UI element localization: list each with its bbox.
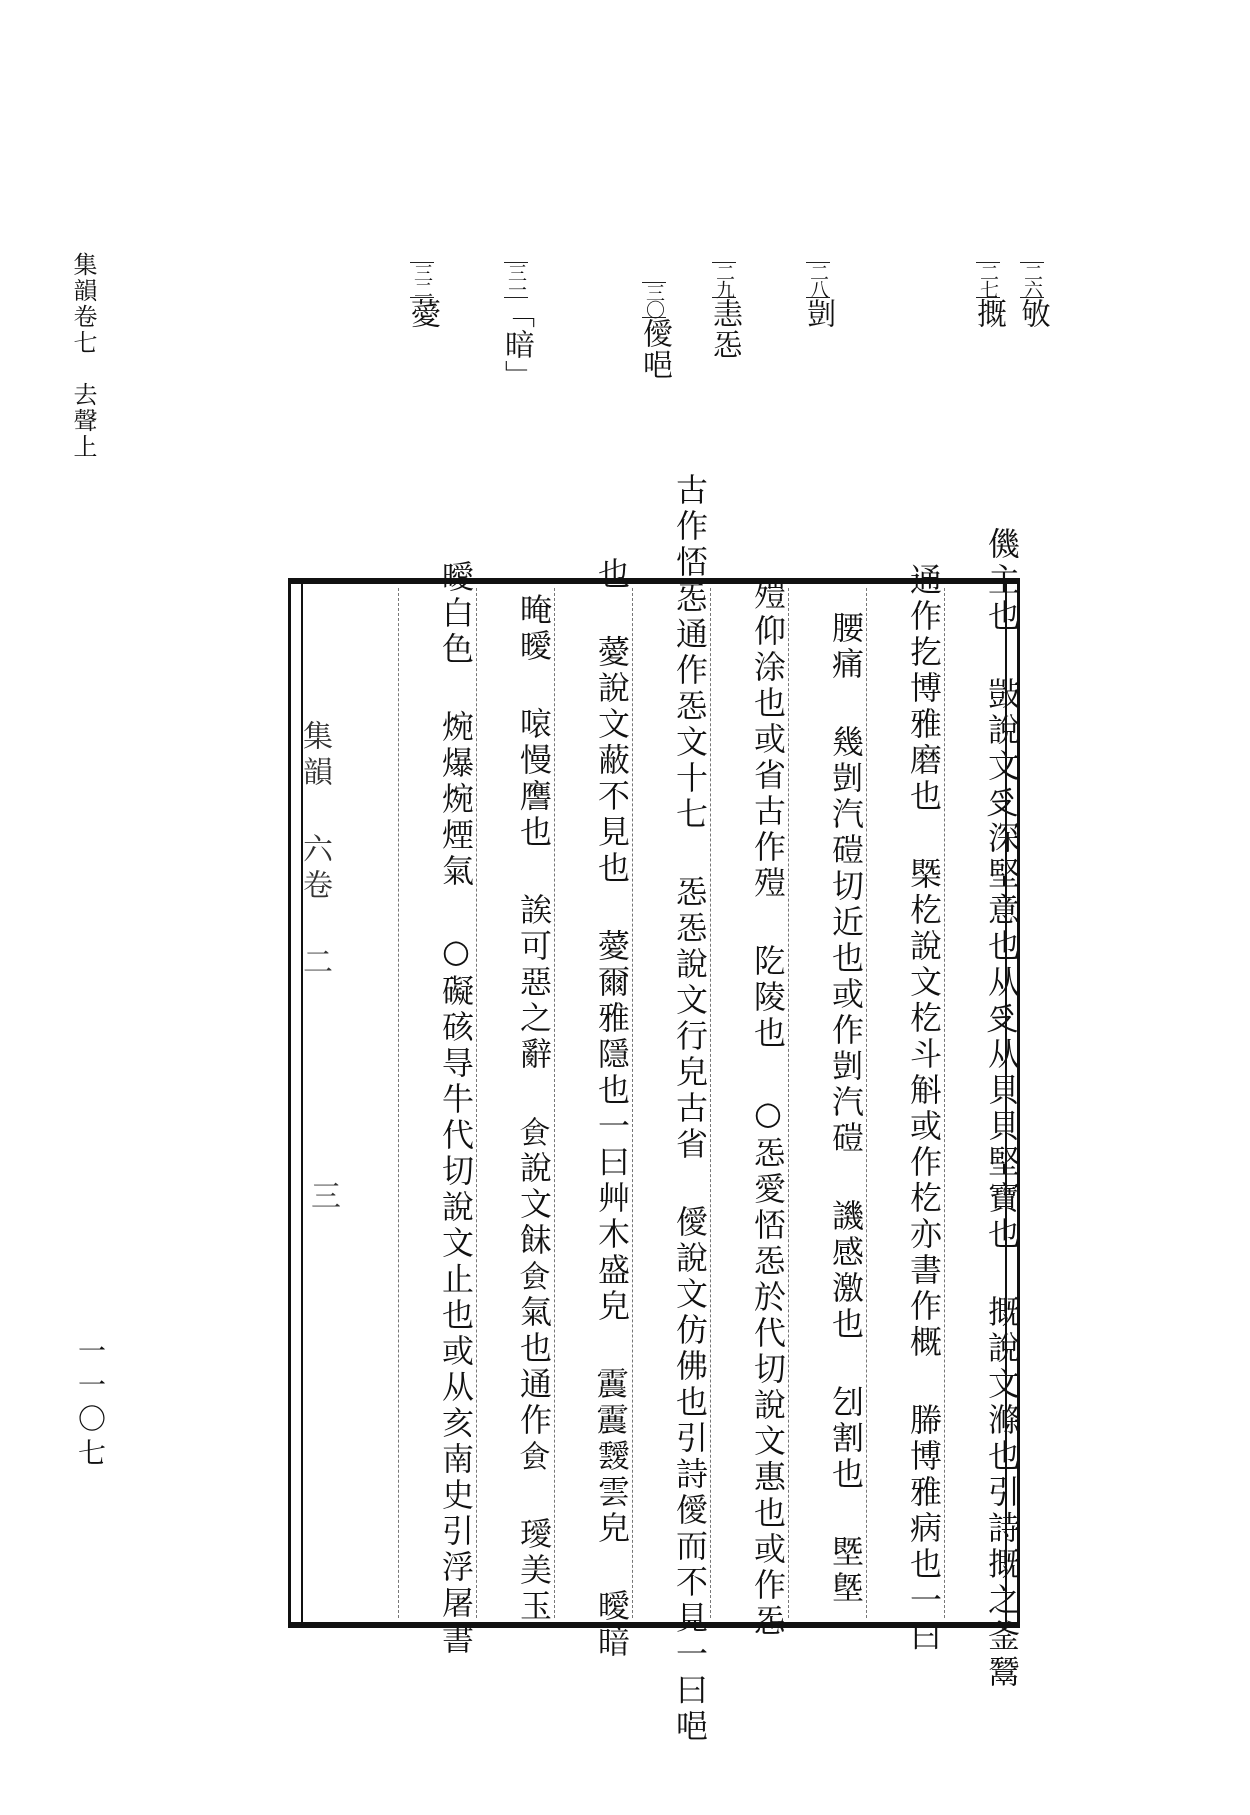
note-index: 二八: [807, 263, 829, 297]
text-column-7: 晻曖 㗒慢譍也 誒可惡之辭 𩚀說文䬴𩚀氣也通作𩚀 璦美玉: [515, 593, 553, 1625]
note-index: 三〇: [643, 283, 665, 317]
note-index: 三二: [411, 263, 433, 297]
text-column-3: 腰痛 幾剴汽磑切近也或作剴汽磑 譏感激也 刉割也 塈墍: [827, 611, 865, 1607]
note-text: 摡: [971, 298, 1006, 329]
text-column-1: 僟主也 敱說文𠬪深堅意也从𠬪从貝貝堅寶也 摡說文滌也引詩摡之釜鬵: [983, 527, 1021, 1691]
fold-number: 三: [305, 1180, 340, 1210]
note-text: 「暗」: [499, 298, 534, 391]
tone-section: 去聲上: [69, 382, 97, 460]
column-rule: [398, 588, 399, 1618]
note-29: [702, 262, 746, 360]
note-32: [400, 262, 444, 329]
note-text: 僾唈: [637, 318, 672, 380]
note-text: 薆: [405, 298, 440, 329]
note-26: [1010, 262, 1054, 329]
page-number: 一一〇七: [74, 1336, 107, 1472]
running-head: [66, 252, 101, 460]
note-index: 三一: [505, 263, 527, 297]
note-31: [494, 262, 538, 391]
text-column-5: 古作㤳㤅通作㤅文十七 㤅㤅說文行皃古省 僾說文仿佛也引詩僾而不見一曰唈: [671, 473, 709, 1745]
note-index: 二七: [977, 263, 999, 297]
note-30: [632, 282, 676, 380]
note-28: [796, 262, 840, 329]
text-column-8: 曖白色 焥爆焥煙氣 ○礙硋㝵牛代切說文止也或从亥南史引浮屠書: [437, 560, 475, 1658]
text-frame: [288, 473, 1021, 1745]
text-column-6: 也 薆說文蔽不見也 薆爾雅隱也一曰艸木盛皃 𩅽𩅽靉雲皃 曖暗: [593, 557, 631, 1661]
book-title: 集韻卷七: [69, 252, 97, 356]
text-column-4: 㱯仰涂也或省古作㱯 阣陵也 ○㤅愛㤳㤅於代切說文惠也或作㤅: [749, 578, 787, 1640]
note-index: 二六: [1021, 263, 1043, 297]
note-index: 二九: [713, 263, 735, 297]
fold-label: 集韻 六卷 二: [297, 720, 332, 982]
note-27: [966, 262, 1010, 329]
text-column-2: 通作扢博雅磨也 槩杚說文杚斗斛或作杚亦書作概 㬺博雅病也一曰: [905, 563, 943, 1655]
note-text: 恚㤅: [707, 298, 742, 360]
note-text: 剴: [801, 298, 836, 329]
note-text: 敂: [1015, 298, 1050, 329]
